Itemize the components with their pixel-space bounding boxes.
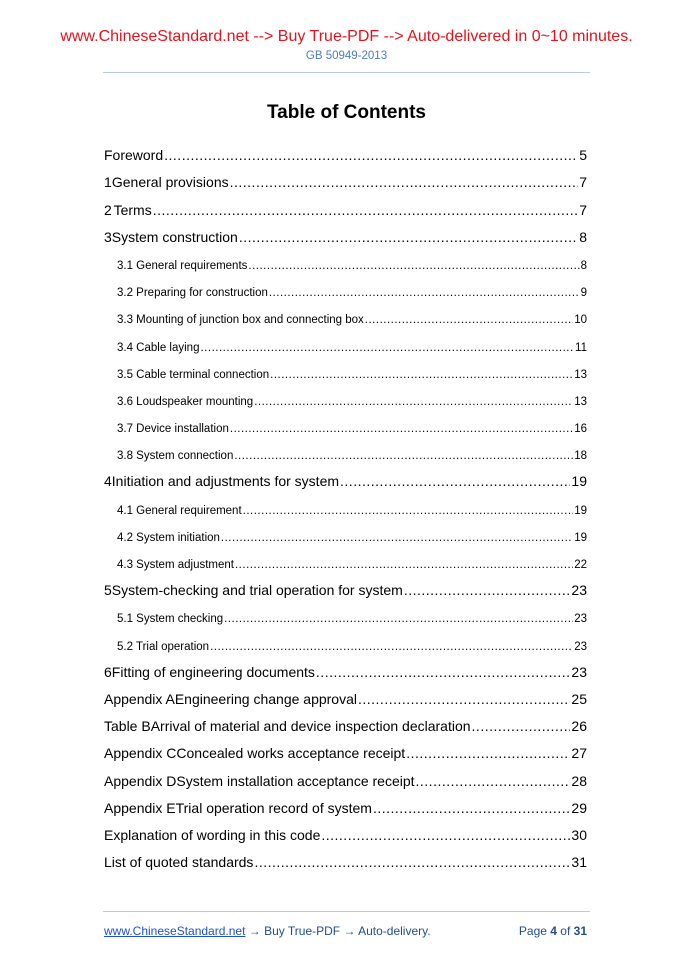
dot-leader (269, 287, 580, 299)
toc-entry-label: Fitting of engineering documents (111, 663, 315, 680)
dot-leader (316, 664, 571, 680)
footer-divider (103, 911, 590, 912)
toc-subentry[interactable] (104, 299, 587, 326)
toc-entry-number: 6 (104, 663, 112, 680)
toc-entry-label: 5.2 Trial operation (117, 640, 210, 653)
dot-leader (340, 473, 570, 489)
toc-entry-label: Concealed works acceptance receipt (176, 745, 406, 762)
toc-entry-page: 19 (571, 473, 587, 490)
toc-subentry[interactable] (104, 354, 587, 381)
toc-entry-page: 27 (571, 745, 587, 762)
toc-entry-label: 3.8 System connection (117, 450, 234, 463)
toc-entry-label: 4.1 General requirement (117, 504, 242, 517)
toc-entry-label: Engineering change approval (174, 690, 357, 707)
toc-entry-number: 4 (104, 473, 112, 490)
toc-entry-page: 22 (574, 559, 587, 571)
toc-entry[interactable] (104, 761, 587, 788)
dot-leader (230, 423, 573, 435)
toc-entry-page: 23 (571, 582, 587, 599)
toc-entry-page: 16 (574, 423, 587, 436)
standard-code: GB 50949-2013 (305, 50, 388, 62)
toc-entry-label: Terms (113, 201, 152, 218)
toc-subentry[interactable] (104, 408, 587, 435)
toc-entry-page: 7 (579, 201, 587, 218)
dot-leader (235, 559, 573, 571)
toc-entry-label: System installation acceptance receipt (176, 772, 415, 789)
toc-entry-label: 3.4 Cable laying (117, 341, 200, 354)
dot-leader (224, 613, 573, 625)
toc-entry[interactable] (104, 843, 587, 870)
header-divider (103, 72, 590, 73)
footer-link[interactable]: www.ChineseStandard.net (104, 924, 246, 938)
page-title: Table of Contents (266, 102, 427, 123)
page-current: 4 (550, 924, 557, 938)
dot-leader (200, 342, 574, 354)
toc-entry-page: 19 (574, 531, 587, 544)
toc-subentry[interactable] (104, 598, 587, 625)
toc-subentry[interactable] (104, 517, 587, 544)
page-sep: of (556, 924, 574, 938)
toc-entry-label: System construction (111, 228, 238, 245)
dot-leader (248, 260, 579, 272)
toc-entry-label: 3.2 Preparing for construction (117, 287, 268, 300)
toc-entry-page: 13 (574, 368, 587, 381)
footer-suffix: → Buy True-PDF → Auto-delivery. (245, 924, 431, 938)
toc-entry-number: 1 (104, 174, 112, 191)
toc-entry[interactable] (104, 707, 587, 734)
toc-entry-label: General provisions (111, 174, 229, 191)
toc-entry-number: Table B (104, 718, 151, 735)
toc-entry-page: 23 (574, 613, 587, 626)
toc-subentry[interactable] (104, 245, 587, 272)
toc-entry-page: 30 (571, 826, 587, 843)
toc-entry[interactable] (104, 218, 587, 245)
dot-leader (254, 396, 573, 408)
toc-entry-page: 19 (574, 504, 587, 517)
dot-leader (230, 174, 579, 190)
toc-entry[interactable] (104, 190, 587, 217)
toc-entry[interactable] (104, 789, 587, 816)
table-of-contents (104, 136, 587, 870)
toc-entry-label: 4.3 System adjustment (117, 559, 234, 571)
toc-entry-page: 31 (571, 854, 587, 871)
dot-leader (358, 691, 570, 707)
toc-entry-page: 7 (579, 174, 587, 191)
dot-leader (365, 314, 573, 326)
toc-entry-page: 25 (571, 690, 587, 707)
toc-entry-number: 2 (104, 201, 112, 218)
toc-entry-label: Foreword (104, 147, 164, 164)
toc-entry-label: 4.2 System initiation (117, 531, 220, 544)
toc-entry[interactable] (104, 462, 587, 489)
toc-entry-label: 5.1 System checking (117, 613, 224, 626)
toc-entry-label: Explanation of wording in this code (104, 826, 321, 843)
footer-left (104, 924, 431, 938)
dot-leader (210, 641, 573, 653)
toc-entry[interactable] (104, 734, 587, 761)
dot-leader (153, 202, 578, 218)
dot-leader (404, 582, 571, 598)
toc-entry-page: 13 (574, 395, 587, 408)
toc-entry-page: 9 (580, 287, 587, 300)
dot-leader (270, 369, 573, 381)
dot-leader (243, 505, 574, 517)
toc-entry-label: System-checking and trial operation for system (111, 582, 403, 599)
dot-leader (373, 800, 570, 816)
toc-entry-number: Appendix D (104, 772, 177, 789)
toc-entry[interactable] (104, 163, 587, 190)
dot-leader (239, 229, 578, 245)
dot-leader (472, 718, 571, 734)
toc-entry-label: 3.7 Device installation (117, 423, 229, 436)
toc-subentry[interactable] (104, 326, 587, 353)
toc-entry-page: 8 (580, 259, 587, 272)
dot-leader (164, 147, 578, 163)
toc-entry[interactable] (104, 653, 587, 680)
toc-entry-number: Appendix E (104, 799, 176, 816)
page-indicator (519, 924, 587, 938)
toc-entry-page: 28 (571, 772, 587, 789)
toc-entry-number: Appendix A (104, 690, 175, 707)
toc-entry-page: 11 (575, 341, 587, 354)
toc-entry-page: 8 (579, 228, 587, 245)
toc-subentry[interactable] (104, 625, 587, 652)
toc-entry-label: Trial operation record of system (175, 799, 372, 816)
dot-leader (406, 745, 570, 761)
toc-entry[interactable] (104, 571, 587, 598)
dot-leader (234, 450, 573, 462)
page-total: 31 (573, 924, 587, 938)
page-prefix: Page (518, 924, 551, 938)
toc-entry-label: 3.1 General requirements (117, 259, 248, 272)
toc-entry-number: 3 (104, 228, 112, 245)
dot-leader (254, 854, 570, 870)
toc-entry-page: 18 (574, 450, 587, 463)
toc-entry-label: 3.3 Mounting of junction box and connecting box (117, 314, 364, 327)
toc-subentry[interactable] (104, 435, 587, 462)
toc-entry-label: Initiation and adjustments for system (111, 473, 340, 490)
toc-subentry[interactable] (104, 489, 587, 516)
toc-entry-number: Appendix C (104, 745, 177, 762)
toc-subentry[interactable] (104, 544, 587, 571)
toc-entry-label: List of quoted standards (104, 854, 254, 871)
toc-entry[interactable] (104, 680, 587, 707)
toc-entry[interactable] (104, 816, 587, 843)
dot-leader (221, 532, 573, 544)
toc-subentry[interactable] (104, 272, 587, 299)
header-banner[interactable]: www.ChineseStandard.net --> Buy True-PDF --> Auto-delivered in 0~10 minutes. (60, 28, 633, 45)
toc-subentry[interactable] (104, 381, 587, 408)
toc-entry-page: 23 (571, 663, 587, 680)
toc-entry-page: 23 (574, 640, 587, 653)
dot-leader (321, 827, 570, 843)
toc-entry-number: 5 (104, 582, 112, 599)
toc-entry-page: 10 (574, 314, 587, 327)
toc-entry-label: 3.6 Loudspeaker mounting (117, 395, 254, 408)
toc-entry-label: 3.5 Cable terminal connection (117, 368, 270, 381)
toc-entry-page: 29 (571, 799, 587, 816)
dot-leader (416, 773, 571, 789)
toc-entry-page: 5 (579, 147, 587, 164)
toc-entry-label: Arrival of material and device inspection declaration (150, 718, 471, 735)
toc-entry[interactable] (104, 136, 587, 163)
toc-entry-page: 26 (571, 718, 587, 735)
